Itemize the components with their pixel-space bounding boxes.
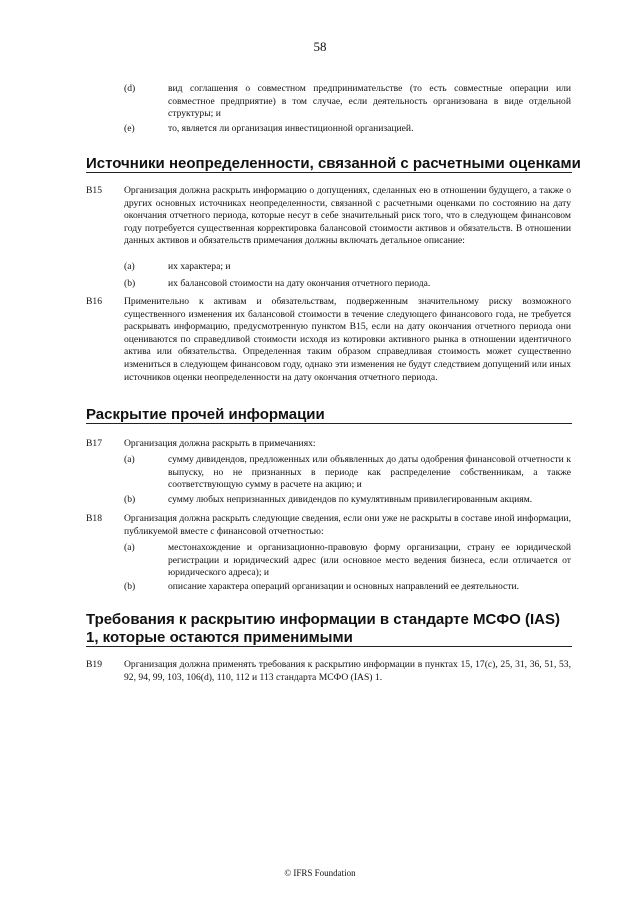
page-number: 58 [313, 39, 327, 54]
paragraph-label-b19: B19 [86, 659, 102, 670]
list-marker-d: (d) [124, 83, 136, 94]
heading-underline [86, 423, 572, 424]
list-item-b15-a: их характера; и [168, 261, 231, 272]
heading-underline [86, 646, 572, 647]
list-marker-b17-a: (a) [124, 454, 135, 465]
list-marker-b18-b: (b) [124, 581, 136, 592]
list-item-b17-b: сумму любых непризнанных дивидендов по кумулятивным привилегированным акциям. [168, 494, 533, 505]
list-item-b18-a: местонахождение и организационно-правовую форму организации, страну ее юридической регистрации и юридический адрес (или основное место ведения бизнеса, если отличается от юридического адреса); и [168, 542, 571, 579]
paragraph-label-b18: B18 [86, 513, 102, 524]
paragraph-label-b16: B16 [86, 296, 102, 307]
section-heading-other-disclosures: Раскрытие прочей информации [86, 406, 325, 423]
paragraph-b18: Организация должна раскрыть следующие сведения, если они уже не раскрыты в составе иной информации, публикуемой вместе с финансовой отчетностью: [124, 513, 571, 537]
paragraph-b16: Применительно к активам и обязательствам, подверженным значительному риску возможного существенного изменения их балансовой стоимости в течение следующего финансового года, не требуется раскрывать информацию, предусмотренную пунктом B15, если на дату окончания отчетного периода они оцениваются по справедливой стоимости исходя из котировки активного рынка в отношении идентичного актива или обязательства. Определенная таким образом справедливая стоимость может существенно измениться в следующем финансовом году, однако эти изменения не будут следствием допущений или иных источников оценки неопределенности на дату окончания отчетного периода. [124, 296, 571, 383]
list-item-e: то, является ли организация инвестиционной организацией. [168, 123, 414, 134]
paragraph-b15: Организация должна раскрыть информацию о допущениях, сделанных ею в отношении будущего, а также о других основных источниках неопределенности, связанной с расчетными оценками по состоянию на дату окончания отчетного периода, которые несут в себе значительный риск того, что в следующем финансовом году потребуется существенная корректировка балансовой стоимости активов и обязательств. В отношении данных активов и обязательств примечания должны включать детальное описание: [124, 185, 571, 247]
list-marker-b15-b: (b) [124, 278, 136, 289]
list-item-b18-b: описание характера операций организации и основных направлений ее деятельности. [168, 581, 519, 592]
footer-copyright: © IFRS Foundation [284, 868, 356, 878]
list-marker-b17-b: (b) [124, 494, 136, 505]
list-marker-e: (e) [124, 123, 135, 134]
list-item-b17-a: сумму дивидендов, предложенных или объявленных до даты одобрения финансовой отчетности к выпуску, но не признанных в периоде как распределение собственникам, а также соответствующую сумму в расчете на акцию; и [168, 454, 571, 491]
paragraph-label-b15: B15 [86, 185, 102, 196]
section-heading-estimation-uncertainty: Источники неопределенности, связанной с расчетными оценками [86, 155, 581, 172]
list-marker-b15-a: (a) [124, 261, 135, 272]
paragraph-label-b17: B17 [86, 438, 102, 449]
section-heading-ias1-requirements: Требования к раскрытию информации в стандарте МСФО (IAS) 1, которые остаются применимыми [86, 611, 560, 646]
list-marker-b18-a: (a) [124, 542, 135, 553]
list-item-d: вид соглашения о совместном предпринимательстве (то есть совместные операции или совместное предприятие) в том случае, если деятельность организована в виде отдельной структуры; и [168, 83, 571, 120]
heading-underline [86, 172, 572, 173]
list-item-b15-b: их балансовой стоимости на дату окончания отчетного периода. [168, 278, 431, 289]
paragraph-b19: Организация должна применять требования к раскрытию информации в пунктах 15, 17(c), 25, 31, 36, 51, 53, 92, 94, 99, 103, 106(d), 110, 112 и 113 стандарта МСФО (IAS) 1. [124, 659, 571, 683]
paragraph-b17: Организация должна раскрыть в примечаниях: [124, 438, 316, 449]
